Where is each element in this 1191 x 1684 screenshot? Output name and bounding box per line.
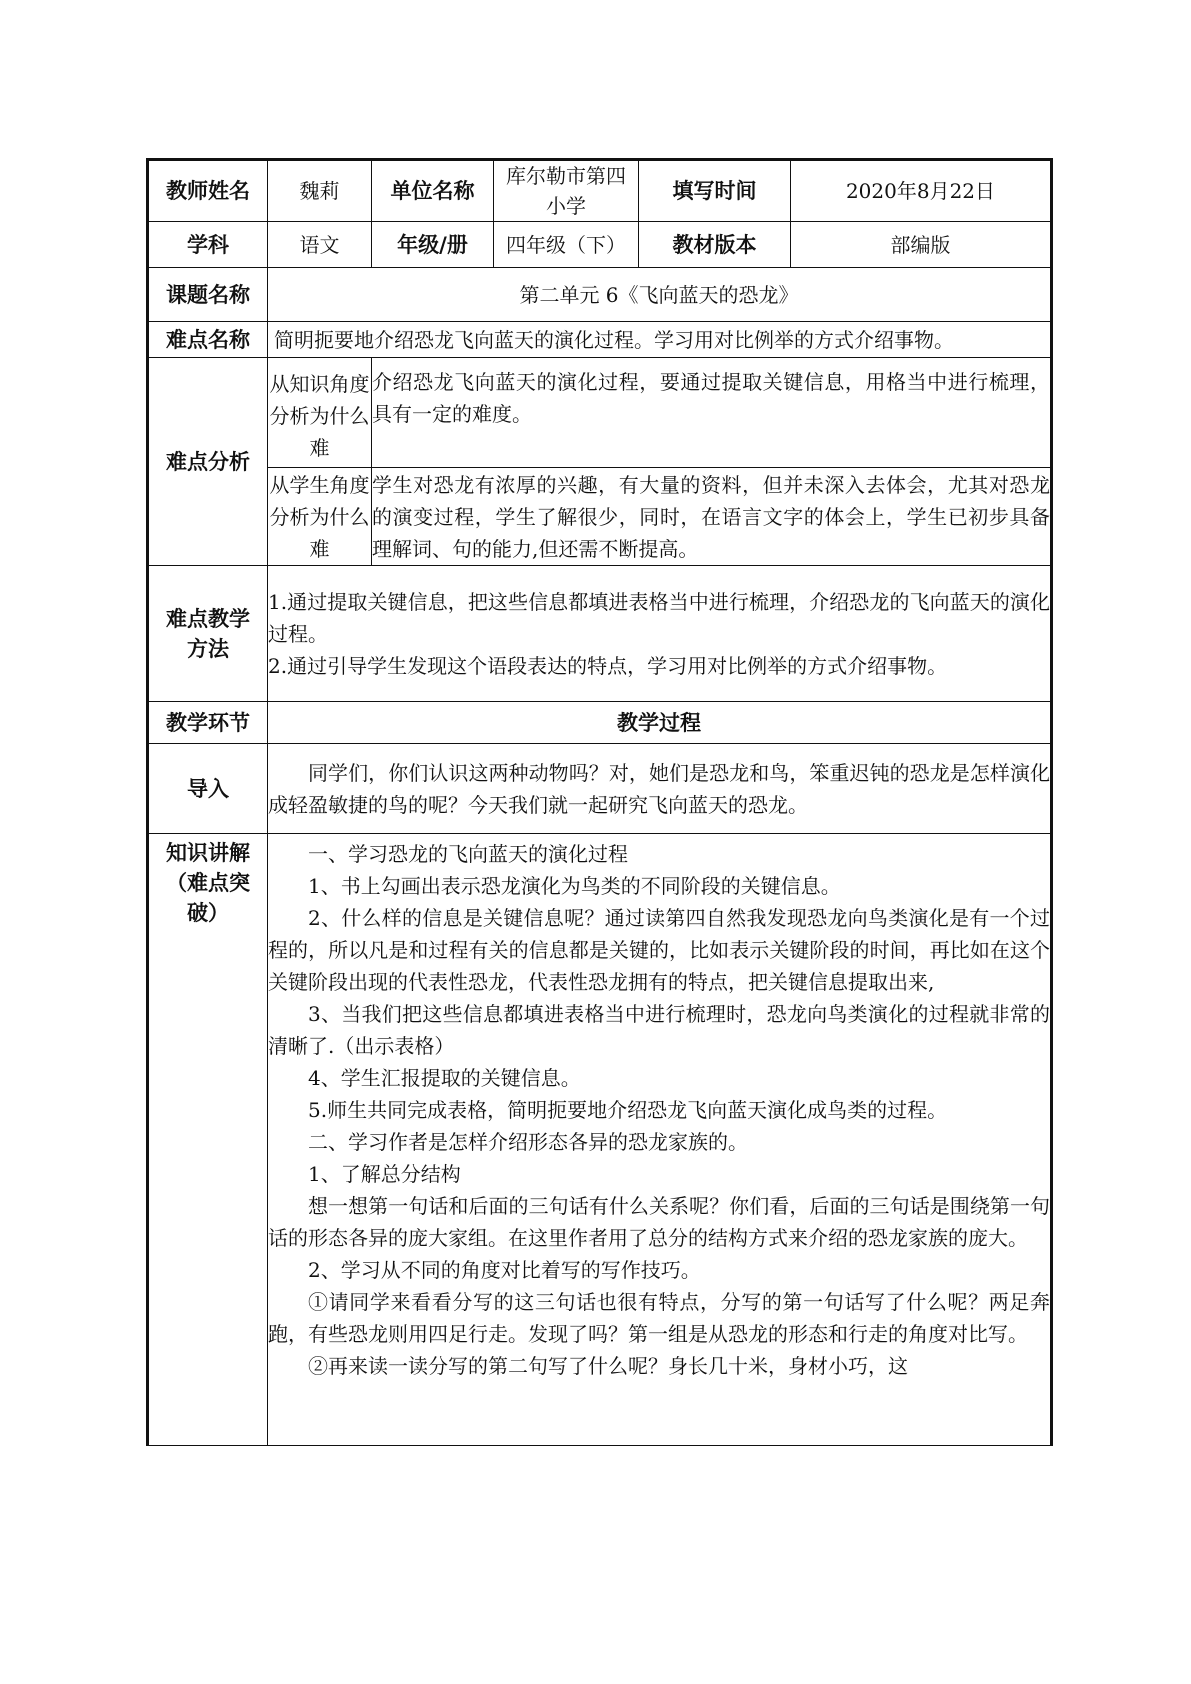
methods-label: 难点教学方法 (148, 566, 268, 702)
unit-value: 库尔勒市第四小学 (494, 160, 639, 222)
edition-value: 部编版 (791, 222, 1052, 268)
knowledge-paragraph: 二、学习作者是怎样介绍形态各异的恐龙家族的。 (308, 1130, 748, 1154)
knowledge-row (148, 834, 1052, 1446)
date-label: 填写时间 (639, 160, 791, 222)
intro-paragraph: 同学们，你们认识这两种动物吗？对，她们是恐龙和鸟，笨重迟钝的恐龙是怎样演化成轻盈敏捷的鸟的呢？今天我们就一起研究飞向蓝天的恐龙。 (268, 760, 1050, 817)
difficulty-label: 难点名称 (148, 322, 268, 358)
header-row-1 (148, 160, 1052, 222)
knowledge-paragraph: 2、什么样的信息是关键信息呢？通过读第四自然我发现恐龙向鸟类演化是有一个过程的，所以凡是和过程有关的信息都是关键的，比如表示关键阶段的时间，再比如在这个关键阶段出现的代表性恐龙，代表性恐龙拥有的特点，把关键信息提取出来, (268, 906, 1050, 994)
unit-label: 单位名称 (372, 160, 494, 222)
lesson-plan-table (146, 158, 1053, 1446)
title-value: 第二单元 6《飞向蓝天的恐龙》 (268, 268, 1052, 322)
grade-label: 年级/册 (372, 222, 494, 268)
edition-label: 教材版本 (639, 222, 791, 268)
teacher-label: 教师姓名 (148, 160, 268, 222)
student-angle-text: 学生对恐龙有浓厚的兴趣，有大量的资料，但并未深入去体会，尤其对恐龙的演变过程，学生了解很少，同时，在语言文字的体会上，学生已初步具备理解词、句的能力,但还需不断提高。 (372, 468, 1052, 566)
knowledge-paragraph: ②再来读一读分写的第二句写了什么呢？身长几十米，身材小巧，这 (308, 1354, 908, 1378)
difficulty-row (148, 322, 1052, 358)
methods-text (268, 566, 1052, 702)
knowledge-text (268, 834, 1052, 1446)
grade-value: 四年级（下） (494, 222, 639, 268)
methods-row (148, 566, 1052, 702)
title-row (148, 268, 1052, 322)
method-item: 2.通过引导学生发现这个语段表达的特点，学习用对比例举的方式介绍事物。 (268, 653, 948, 678)
difficulty-value: 简明扼要地介绍恐龙飞向蓝天的演化过程。学习用对比例举的方式介绍事物。 (268, 322, 1052, 358)
knowledge-paragraph: 一、学习恐龙的飞向蓝天的演化过程 (308, 842, 628, 866)
knowledge-paragraph: 1、书上勾画出表示恐龙演化为鸟类的不同阶段的关键信息。 (308, 874, 841, 898)
teacher-value: 魏莉 (268, 160, 372, 222)
knowledge-paragraph: 5.师生共同完成表格，简明扼要地介绍恐龙飞向蓝天演化成鸟类的过程。 (308, 1098, 948, 1122)
intro-text (268, 744, 1052, 834)
student-angle-label: 从学生角度分析为什么难 (268, 468, 372, 566)
intro-label: 导入 (148, 744, 268, 834)
stage-label: 教学环节 (148, 702, 268, 744)
knowledge-label: 知识讲解（难点突破） (148, 834, 268, 1446)
knowledge-paragraph: 2、学习从不同的角度对比着写的写作技巧。 (308, 1258, 701, 1282)
knowledge-paragraph: ①请同学来看看分写的这三句话也很有特点，分写的第一句话写了什么呢？两足奔跑，有些恐龙则用四足行走。发现了吗？第一组是从恐龙的形态和行走的角度对比写。 (268, 1290, 1050, 1346)
knowledge-paragraph: 1、了解总分结构 (308, 1162, 461, 1186)
knowledge-paragraph: 4、学生汇报提取的关键信息。 (308, 1066, 581, 1090)
subject-value: 语文 (268, 222, 372, 268)
process-header-row (148, 702, 1052, 744)
knowledge-paragraph: 3、当我们把这些信息都填进表格当中进行梳理时，恐龙向鸟类演化的过程就非常的清晰了.（出示表格） (268, 1002, 1050, 1058)
process-label: 教学过程 (268, 702, 1052, 744)
subject-label: 学科 (148, 222, 268, 268)
analysis-row-1 (148, 358, 1052, 468)
title-label: 课题名称 (148, 268, 268, 322)
knowledge-angle-label: 从知识角度分析为什么难 (268, 358, 372, 468)
header-row-2 (148, 222, 1052, 268)
knowledge-paragraph: 想一想第一句话和后面的三句话有什么关系呢？你们看，后面的三句话是围绕第一句话的形态各异的庞大家组。在这里作者用了总分的结构方式来介绍的恐龙家族的庞大。 (268, 1194, 1050, 1250)
date-value: 2020年8月22日 (791, 160, 1052, 222)
analysis-label: 难点分析 (148, 358, 268, 566)
intro-row (148, 744, 1052, 834)
knowledge-angle-text: 介绍恐龙飞向蓝天的演化过程，要通过提取关键信息，用格当中进行梳理，具有一定的难度。 (372, 358, 1052, 468)
method-item: 1.通过提取关键信息，把这些信息都填进表格当中进行梳理，介绍恐龙的飞向蓝天的演化过程。 (268, 589, 1050, 646)
analysis-row-2 (148, 468, 1052, 566)
